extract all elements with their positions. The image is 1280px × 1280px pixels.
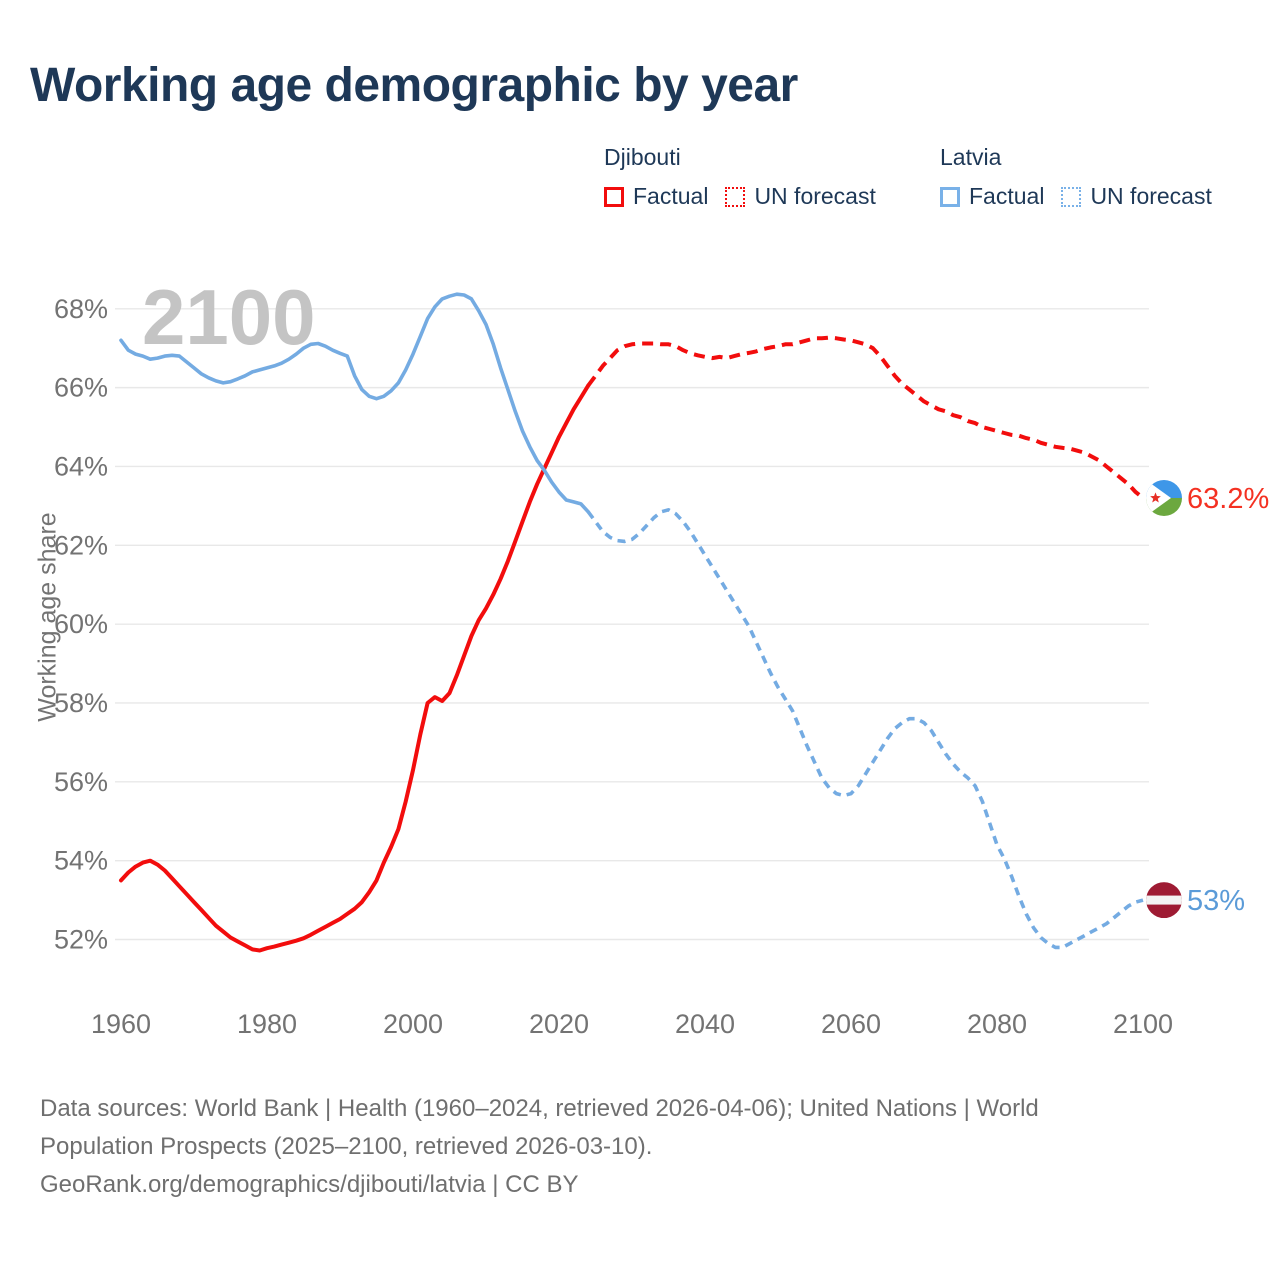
y-tick-label: 62%	[53, 530, 108, 561]
series-djibouti-forecast	[588, 338, 1143, 498]
legend-label: Factual	[969, 183, 1045, 209]
y-tick-label: 66%	[53, 372, 108, 403]
x-tick-label: 2020	[528, 1009, 590, 1039]
x-tick-label: 2100	[1112, 1009, 1174, 1039]
y-tick-label: 60%	[53, 609, 108, 640]
y-tick-label: 68%	[53, 293, 108, 324]
legend-label: UN forecast	[1090, 183, 1212, 209]
legend-group-latvia	[940, 144, 1212, 210]
series-djibouti-factual	[121, 386, 588, 951]
x-tick-label: 2040	[674, 1009, 736, 1039]
legend-country-latvia: Latvia	[940, 144, 1002, 170]
end-label-djibouti: 63.2%	[1187, 482, 1270, 515]
x-axis-tick-labels	[91, 1009, 1173, 1039]
x-tick-label: 2000	[382, 1009, 444, 1039]
legend-label: Factual	[633, 183, 709, 209]
y-tick-label: 58%	[53, 687, 108, 718]
x-tick-label: 1980	[236, 1009, 298, 1039]
legend-item-djibouti-factual[interactable]	[604, 183, 708, 210]
y-axis-title: Working age share	[33, 512, 62, 722]
footer-attribution	[40, 1090, 1190, 1204]
y-tick-label: 64%	[53, 451, 108, 482]
legend-item-latvia-factual[interactable]	[940, 183, 1044, 210]
djibouti-flag-icon	[1146, 480, 1182, 516]
djibouti-factual-swatch-icon	[604, 187, 624, 207]
page-title: Working age demographic by year	[30, 59, 798, 112]
legend-item-djibouti-forecast[interactable]	[725, 183, 875, 210]
x-tick-label: 2080	[966, 1009, 1028, 1039]
x-tick-label: 1960	[90, 1009, 152, 1039]
series-latvia-forecast	[588, 510, 1143, 948]
y-tick-label: 52%	[53, 924, 108, 955]
end-label-latvia: 53%	[1187, 885, 1246, 918]
latvia-forecast-swatch-icon	[1061, 187, 1081, 207]
legend-group-djibouti	[604, 144, 876, 210]
latvia-factual-swatch-icon	[940, 187, 960, 207]
watermark-2100: 2100	[142, 273, 316, 361]
djibouti-forecast-swatch-icon	[725, 187, 745, 207]
footer-line: GeoRank.org/demographics/djibouti/latvia | CC BY	[40, 1171, 579, 1198]
legend-country-djibouti: Djibouti	[604, 144, 681, 170]
y-tick-label: 56%	[53, 766, 108, 797]
footer-line: Data sources: World Bank | Health (1960–2024, retrieved 2026-04-06); United Nations | World	[40, 1095, 1039, 1122]
x-tick-label: 2060	[820, 1009, 882, 1039]
chart-legend	[0, 144, 1280, 214]
y-tick-label: 54%	[53, 845, 108, 876]
legend-label: UN forecast	[754, 183, 876, 209]
latvia-flag-icon	[1146, 882, 1182, 918]
footer-line: Population Prospects (2025–2100, retrieved 2026-03-10).	[40, 1133, 653, 1160]
legend-item-latvia-forecast[interactable]	[1061, 183, 1211, 210]
gridlines	[115, 309, 1149, 940]
